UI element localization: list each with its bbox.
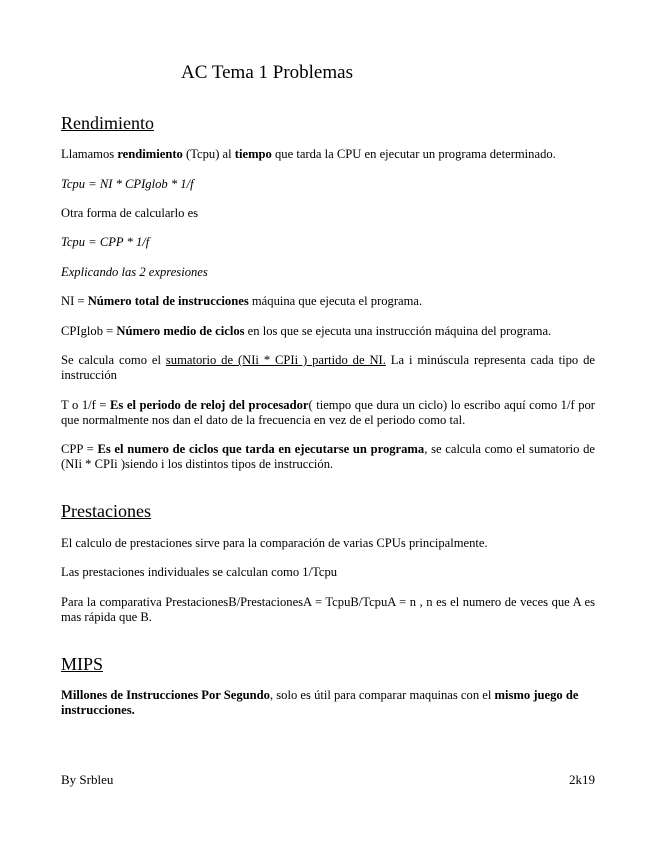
paragraph-periodo-reloj: T o 1/f = Es el periodo de reloj del procesador( tiempo que dura un ciclo) lo escribo aquí como 1/f por que normalmente nos dan el dato de la frecuencia en vez de el periodo como tal. xyxy=(61,398,596,427)
paragraph-rendimiento-definition: Llamamos rendimiento (Tcpu) al tiempo que tarda la CPU en ejecutar un programa determinado. xyxy=(61,147,556,161)
paragraph-prestaciones-intro: El calculo de prestaciones sirve para la comparación de varias CPUs principalmente. xyxy=(61,536,488,550)
paragraph-prestaciones-individuales: Las prestaciones individuales se calculan como 1/Tcpu xyxy=(61,565,338,579)
paragraph-cpiglob-calculation: Se calcula como el sumatorio de (NIi * CPIi ) partido de NI. La i minúscula representa cada tipo de instrucción xyxy=(61,353,595,382)
footer-year: 2k19 xyxy=(569,772,595,787)
paragraph-cpp-definition: CPP = Es el numero de ciclos que tarda en ejecutarse un programa, se calcula como el sumatorio de (NIi * CPIi )siendo i los distintos tipos de instrucción. xyxy=(61,442,596,471)
section-heading-rendimiento: Rendimiento xyxy=(61,113,154,133)
paragraph-explicando: Explicando las 2 expresiones xyxy=(61,265,208,279)
paragraph-cpiglob-definition: CPIglob = Número medio de ciclos en los que se ejecuta una instrucción máquina del programa. xyxy=(61,324,552,338)
footer-author: By Srbleu xyxy=(61,772,114,787)
paragraph-mips-definition: Millones de Instrucciones Por Segundo, solo es útil para comparar maquinas con el mismo juego de instrucciones. xyxy=(61,688,579,717)
formula-tcpu-cpiglob: Tcpu = NI * CPIglob * 1/f xyxy=(61,177,194,191)
section-heading-prestaciones: Prestaciones xyxy=(61,501,151,521)
paragraph-ni-definition: NI = Número total de instrucciones máquina que ejecuta el programa. xyxy=(61,294,423,308)
document-title: AC Tema 1 Problemas xyxy=(181,62,353,83)
page-footer xyxy=(61,772,595,788)
section-heading-mips: MIPS xyxy=(61,654,104,674)
paragraph-otra-forma: Otra forma de calcularlo es xyxy=(61,206,199,220)
paragraph-prestaciones-comparativa: Para la comparativa PrestacionesB/PrestacionesA = TcpuB/TcpuA = n , n es el numero de veces que A es mas rápida que B. xyxy=(61,595,595,624)
formula-tcpu-cpp: Tcpu = CPP * 1/f xyxy=(61,235,150,249)
